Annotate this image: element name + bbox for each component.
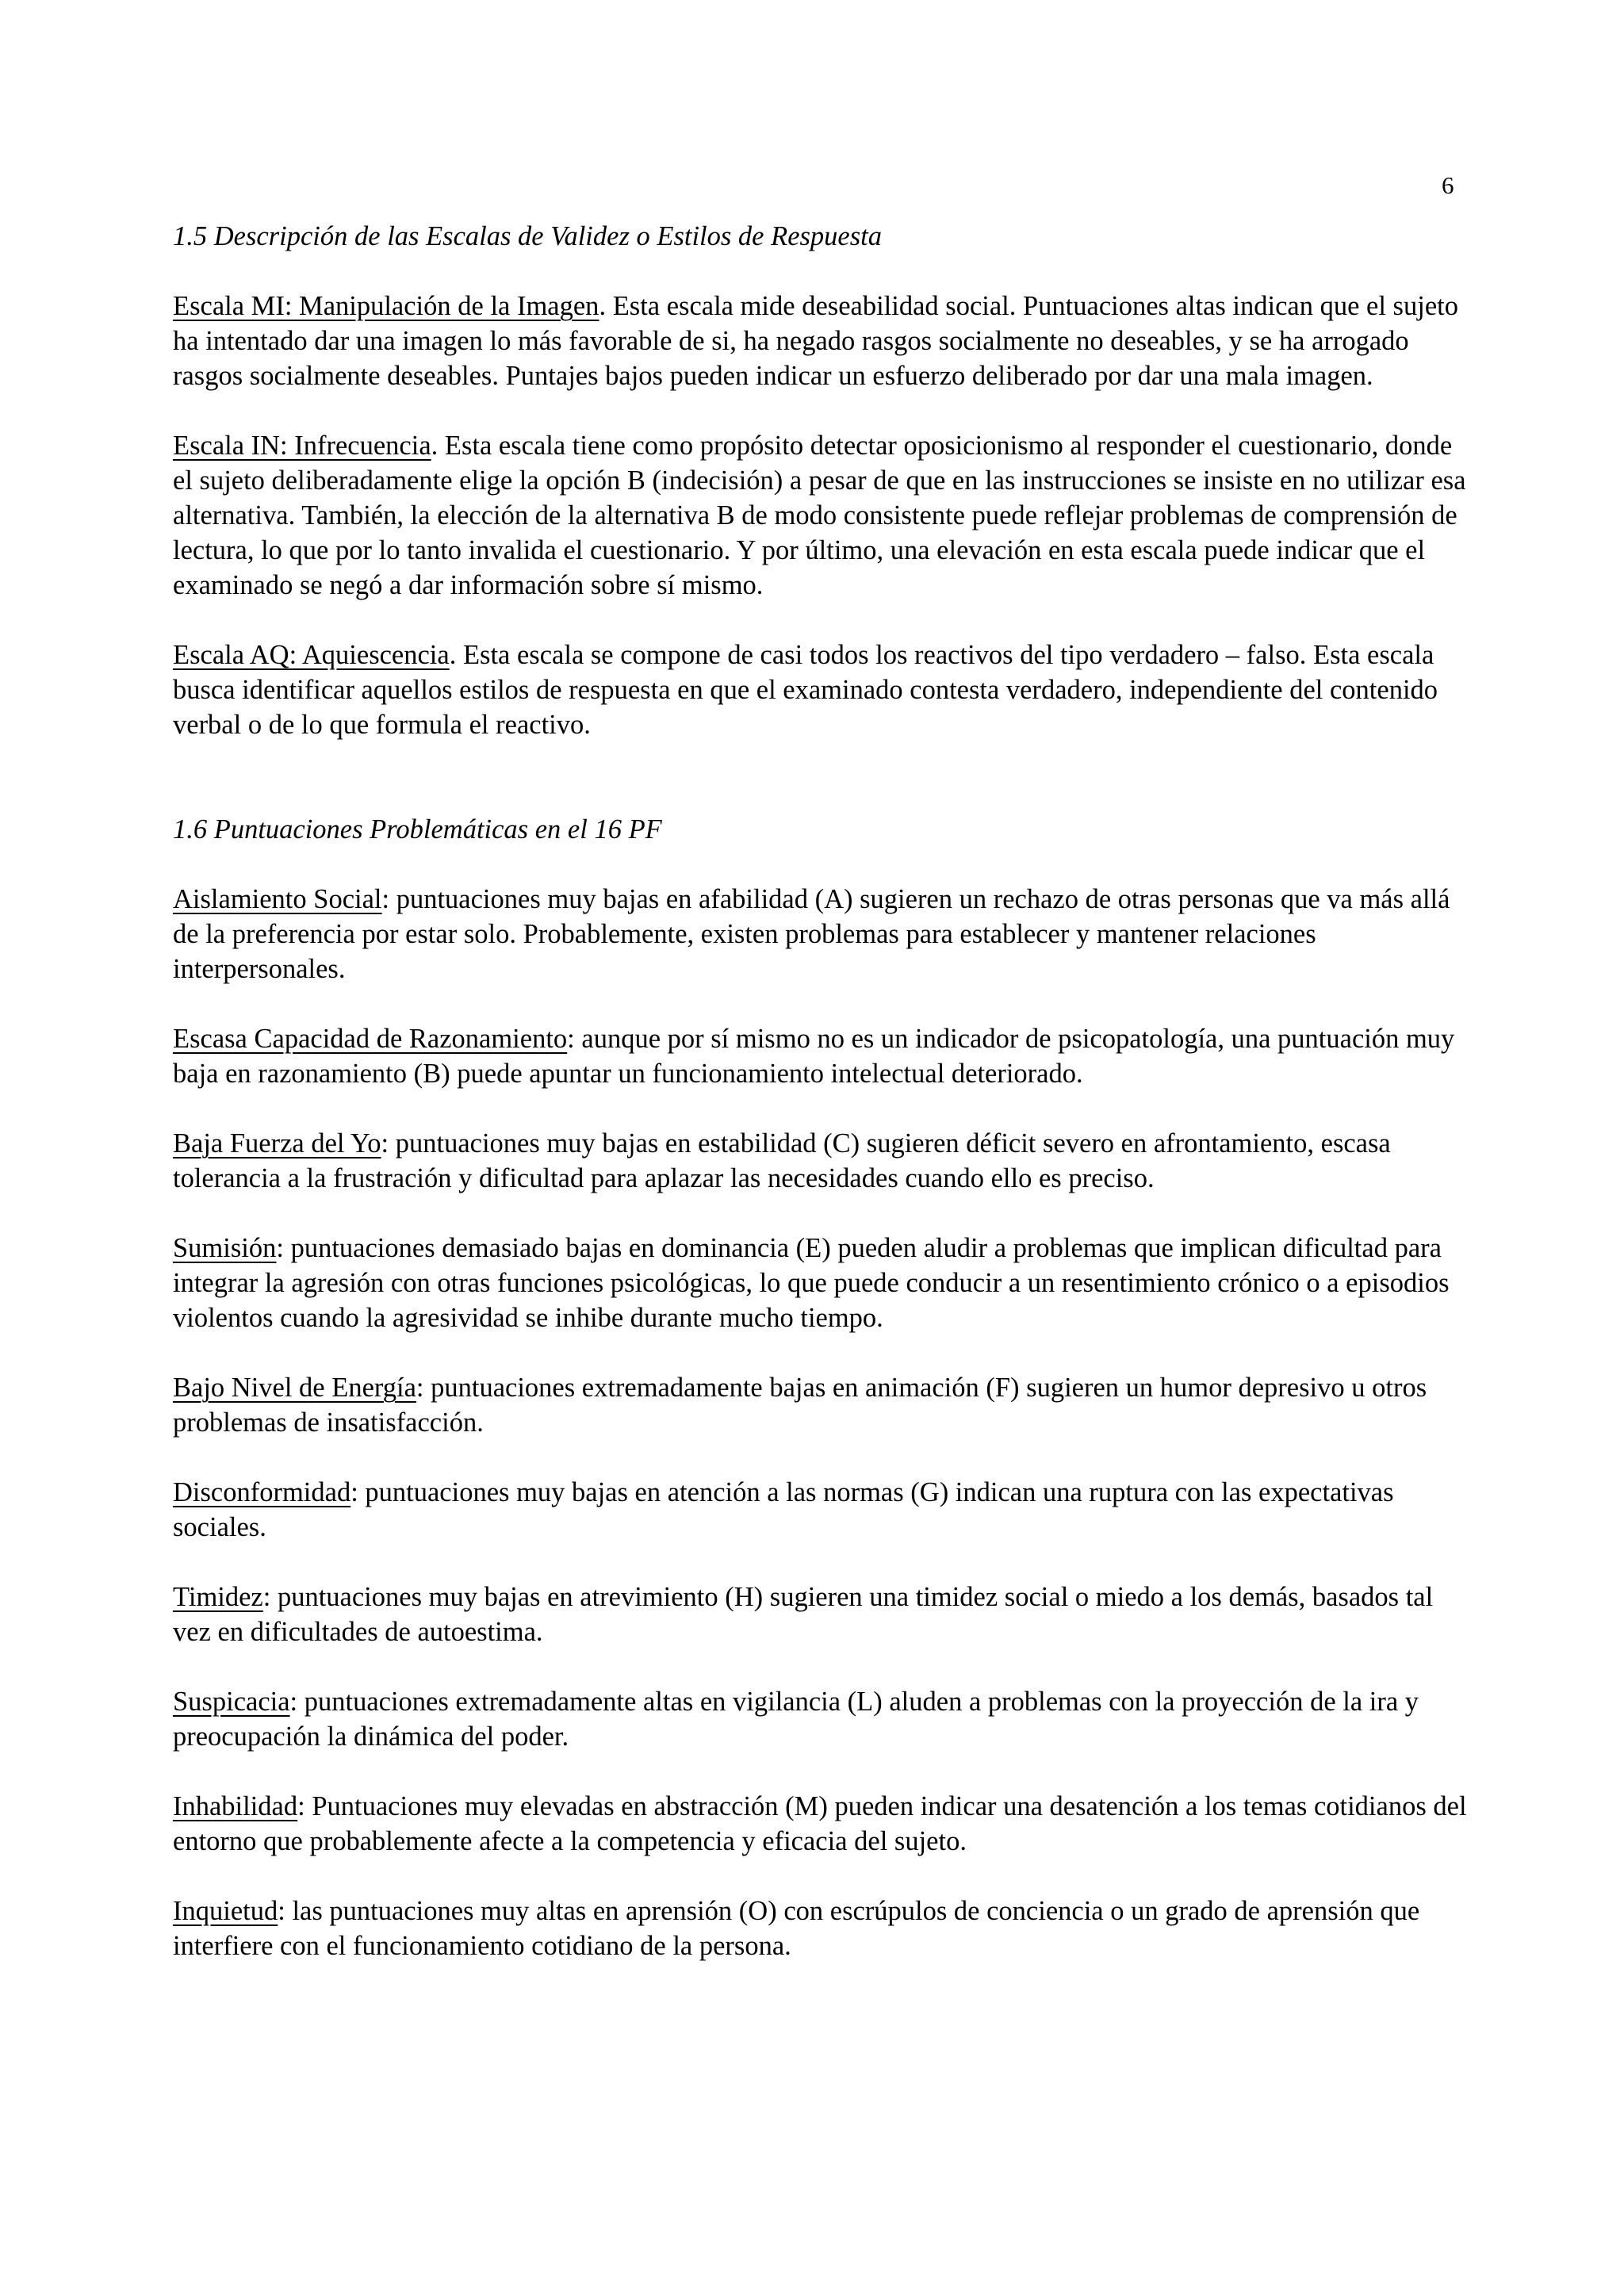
section-validity-scales [173, 219, 1473, 742]
section-spacer [173, 777, 1473, 812]
paragraph-sumision [173, 1231, 1473, 1335]
term-description: : puntuaciones extremadamente bajas en animación (F) sugieren un humor depresivo u otros problemas de insatisfacción. [173, 1373, 1427, 1438]
term-description: . Esta escala mide deseabilidad social. Puntuaciones altas indican que el sujeto ha intentado dar una imagen lo más favorable de si, ha negado rasgos socialmente no deseables, y se ha arrogado rasgos socialmente deseables. Puntajes bajos pueden indicar un esfuerzo deliberado por dar una mala imagen. [173, 291, 1458, 391]
term-label: Escala MI: Manipulación de la Imagen [173, 291, 599, 321]
term-description: : aunque por sí mismo no es un indicador de psicopatología, una puntuación muy baja en razonamiento (B) puede apuntar un funcionamiento intelectual deteriorado. [173, 1024, 1455, 1089]
term-label: Escala IN: Infrecuencia [173, 431, 431, 461]
term-description: : puntuaciones muy bajas en atrevimiento (H) sugieren una timidez social o miedo a los demás, basados tal vez en dificultades de autoestima. [173, 1582, 1434, 1647]
term-description: : Puntuaciones muy elevadas en abstracción (M) pueden indicar una desatención a los temas cotidianos del entorno que probablemente afecte a la competencia y eficacia del sujeto. [173, 1791, 1467, 1856]
term-label: Disconformidad [173, 1477, 351, 1507]
paragraph-baja-fuerza [173, 1126, 1473, 1196]
term-label: Escala AQ: Aquiescencia [173, 640, 450, 670]
term-description: : puntuaciones muy bajas en afabilidad (A) sugieren un rechazo de otras personas que va más allá de la preferencia por estar solo. Probablemente, existen problemas para establecer y mantener relaciones interpersonales. [173, 884, 1450, 984]
section-heading: 1.5 Descripción de las Escalas de Validez o Estilos de Respuesta [173, 221, 883, 251]
term-description: . Esta escala se compone de casi todos los reactivos del tipo verdadero – falso. Esta escala busca identificar aquellos estilos de respuesta en que el examinado contesta verdadero, independiente del contenido verbal o de lo que formula el reactivo. [173, 640, 1438, 740]
document-body [173, 219, 1473, 1998]
page-number: 6 [1442, 171, 1454, 199]
term-label: Suspicacia [173, 1687, 290, 1717]
term-description: . Esta escala tiene como propósito detectar oposicionismo al responder el cuestionario, donde el sujeto deliberadamente elige la opción B (indecisión) a pesar de que en las instrucciones se insiste en no utilizar esa alternativa. También, la elección de la alternativa B de modo consistente puede reflejar problemas de comprensión de lectura, lo que por lo tanto invalida el cuestionario. Y por último, una elevación en esta escala puede indicar que el examinado se negó a dar información sobre sí mismo. [173, 431, 1466, 600]
term-description: : puntuaciones muy bajas en atención a las normas (G) indican una ruptura con las expectativas sociales. [173, 1477, 1394, 1542]
paragraph-inquietud [173, 1894, 1473, 1963]
section-heading: 1.6 Puntuaciones Problemáticas en el 16 PF [173, 814, 662, 844]
paragraph-escala-aq [173, 638, 1473, 742]
paragraph-disconformidad [173, 1475, 1473, 1545]
term-description: : puntuaciones extremadamente altas en vigilancia (L) aluden a problemas con la proyección de la ira y preocupación la dinámica del poder. [173, 1687, 1419, 1752]
term-description: : puntuaciones demasiado bajas en dominancia (E) pueden aludir a problemas que implican dificultad para integrar la agresión con otras funciones psicológicas, lo que puede conducir a un resentimiento crónico o a episodios violentos cuando la agresividad se inhibe durante mucho tiempo. [173, 1233, 1450, 1333]
paragraph-bajo-nivel-energia [173, 1370, 1473, 1440]
paragraph-inhabilidad [173, 1789, 1473, 1859]
paragraph-timidez [173, 1580, 1473, 1649]
paragraph-escala-mi [173, 289, 1473, 393]
term-label: Escasa Capacidad de Razonamiento [173, 1024, 568, 1054]
term-description: : las puntuaciones muy altas en aprensión (O) con escrúpulos de conciencia o un grado de aprensión que interfiere con el funcionamiento cotidiano de la persona. [173, 1896, 1420, 1961]
section-problematic-scores [173, 812, 1473, 1963]
term-label: Aislamiento Social [173, 884, 382, 914]
term-description: : puntuaciones muy bajas en estabilidad (C) sugieren déficit severo en afrontamiento, escasa tolerancia a la frustración y dificultad para aplazar las necesidades cuando ello es preciso. [173, 1128, 1391, 1193]
term-label: Inhabilidad [173, 1791, 298, 1821]
term-label: Sumisión [173, 1233, 277, 1263]
paragraph-aislamiento-social [173, 882, 1473, 986]
term-label: Timidez [173, 1582, 263, 1612]
term-label: Bajo Nivel de Energía [173, 1373, 416, 1403]
paragraph-suspicacia [173, 1684, 1473, 1754]
term-label: Baja Fuerza del Yo [173, 1128, 381, 1158]
term-label: Inquietud [173, 1896, 278, 1926]
paragraph-escala-in [173, 428, 1473, 603]
paragraph-escasa-capacidad [173, 1021, 1473, 1091]
